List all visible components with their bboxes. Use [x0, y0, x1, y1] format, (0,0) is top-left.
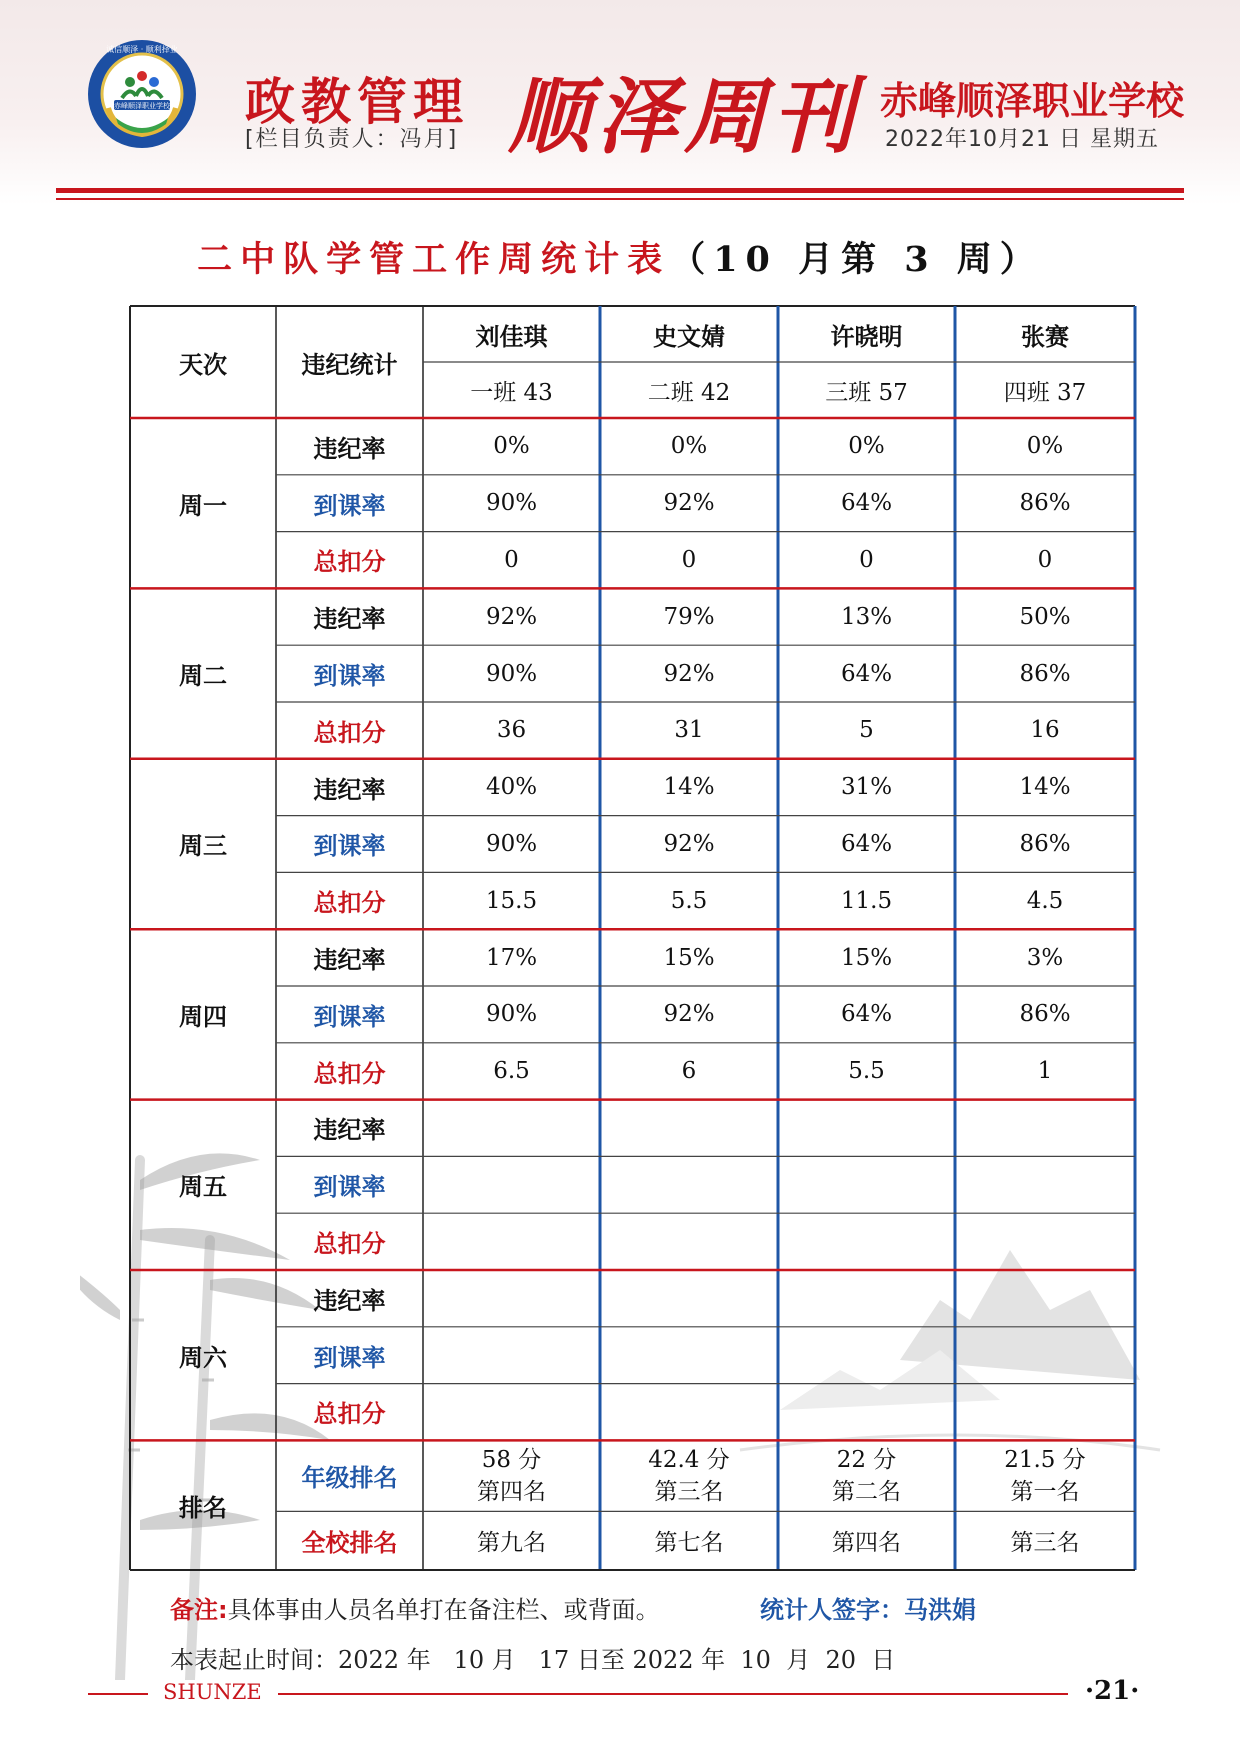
table-cell-value: 90%: [485, 490, 538, 517]
table-cell-value: 40%: [485, 774, 538, 801]
metric-label-violation-rate: 违纪率: [313, 605, 386, 634]
footer-rule-left: [88, 1693, 148, 1695]
metric-label-total-deduction: 总扣分: [313, 1059, 386, 1088]
day-label: 周一: [179, 491, 227, 520]
school-rank-cell: 第九名: [477, 1530, 546, 1557]
table-cell-value: [423, 1270, 600, 1327]
table-cell-value: 0: [1037, 546, 1053, 573]
table-cell-value: [955, 1327, 1135, 1384]
grade-rank: 第二名: [832, 1478, 901, 1505]
table-cell-value: 86%: [1019, 660, 1071, 687]
footnote: [170, 1590, 660, 1625]
table-cell-value: 15.5: [485, 887, 538, 914]
metric-label-violation-rate: 违纪率: [313, 1286, 386, 1315]
day-label: 周六: [179, 1343, 227, 1372]
grade-rank-cell: [600, 1440, 778, 1511]
table-cell-value: 15%: [840, 944, 893, 971]
table-cell-value: 17%: [485, 944, 538, 971]
grade-rank-cell: [955, 1440, 1135, 1511]
table-cell-value: 14%: [663, 774, 715, 801]
school-name: 赤峰顺泽职业学校: [880, 79, 1185, 123]
table-cell-value: [778, 1384, 955, 1441]
metric-label-violation-rate: 违纪率: [313, 434, 386, 463]
student-class-header: 一班 43: [470, 379, 553, 406]
grade-score: 21.5 分: [1004, 1446, 1086, 1473]
day-label: 周三: [179, 832, 227, 861]
table-cell-value: [778, 1327, 955, 1384]
table-cell-value: 64%: [840, 490, 893, 517]
metric-label-attendance-rate: 到课率: [313, 491, 386, 520]
table-cell-value: 92%: [663, 490, 715, 517]
day-column-header: 天次: [179, 350, 227, 379]
metric-label-violation-rate: 违纪率: [313, 1116, 386, 1145]
metric-column-header: 违纪统计: [301, 350, 398, 379]
page-number: ·21·: [1085, 1676, 1140, 1706]
table-cell-value: 50%: [1019, 603, 1071, 630]
table-cell-value: 14%: [1019, 774, 1071, 801]
table-cell-value: 0: [504, 546, 519, 573]
table-cell-value: 15%: [663, 944, 715, 971]
student-class-header: 二班 42: [647, 379, 731, 406]
day-label: 周二: [179, 662, 227, 691]
metric-label-total-deduction: 总扣分: [313, 1230, 386, 1259]
student-name-header: 张赛: [1021, 322, 1069, 351]
table-cell-value: [423, 1156, 600, 1213]
note-label: 备注:: [170, 1596, 228, 1624]
table-title-suffix: （10 月第 3 周）: [670, 239, 1043, 280]
school-rank-cell: 第三名: [1010, 1530, 1080, 1557]
statistics-period: 本表起止时间：2022 年 10 月 17 日至 2022 年 10 月 20 日: [170, 1646, 896, 1674]
grade-rank-label: 年级排名: [301, 1464, 398, 1493]
table-cell-value: 13%: [840, 603, 893, 630]
grade-score: 22 分: [836, 1446, 897, 1473]
table-cell-value: [423, 1213, 600, 1270]
table-cell-value: [423, 1384, 600, 1441]
header-rule-thin: [56, 198, 1184, 200]
table-cell-value: 0: [859, 546, 874, 573]
metric-label-attendance-rate: 到课率: [313, 662, 386, 691]
metric-label-total-deduction: 总扣分: [313, 1400, 386, 1429]
grade-rank-cell: [778, 1440, 955, 1511]
table-cell-value: 0%: [848, 433, 885, 460]
ranking-label: 排名: [179, 1493, 227, 1522]
table-cell-value: 5.5: [848, 1058, 885, 1085]
table-cell-value: 4.5: [1026, 887, 1064, 914]
table-cell-value: 64%: [840, 660, 893, 687]
issue-date: 2022年10月21 日 星期五: [885, 127, 1159, 152]
table-cell-value: 31%: [840, 774, 893, 801]
section-title: 政教管理: [245, 73, 469, 131]
table-cell-value: [423, 1327, 600, 1384]
table-cell-value: 92%: [663, 1001, 715, 1028]
table-cell-value: 5.5: [670, 887, 708, 914]
table-cell-value: 36: [496, 717, 527, 744]
footer-brand: SHUNZE: [163, 1680, 262, 1704]
metric-label-attendance-rate: 到课率: [313, 1173, 386, 1202]
metric-label-violation-rate: 违纪率: [313, 775, 386, 804]
student-class-header: 三班 57: [825, 379, 908, 406]
table-cell-value: [423, 1100, 600, 1157]
metric-label-total-deduction: 总扣分: [313, 889, 386, 918]
table-cell-value: 3%: [1026, 944, 1064, 971]
metric-label-attendance-rate: 到课率: [313, 1343, 386, 1372]
metric-label-total-deduction: 总扣分: [313, 718, 386, 747]
table-cell-value: [955, 1384, 1135, 1441]
table-cell-value: 64%: [840, 1001, 893, 1028]
note-text: 具体事由人员名单打在备注栏、或背面。: [227, 1596, 660, 1624]
table-cell-value: [778, 1156, 955, 1213]
table-cell-value: 86%: [1019, 490, 1071, 517]
grade-score: 58 分: [481, 1446, 542, 1473]
table-cell-value: [955, 1100, 1135, 1157]
table-cell-value: 0: [681, 546, 697, 573]
table-cell-value: [600, 1213, 778, 1270]
section-editor: [栏目负责人：冯月]: [245, 127, 459, 152]
metric-label-attendance-rate: 到课率: [313, 832, 386, 861]
table-cell-value: [955, 1156, 1135, 1213]
table-cell-value: 6.5: [493, 1058, 530, 1085]
school-rank-label: 全校排名: [301, 1529, 398, 1558]
table-cell-value: 90%: [485, 660, 538, 687]
day-label: 周四: [179, 1002, 227, 1031]
table-cell-value: [600, 1100, 778, 1157]
table-cell-value: [778, 1270, 955, 1327]
table-cell-value: [600, 1327, 778, 1384]
footer-rule-right: [278, 1693, 1068, 1695]
table-cell-value: 11.5: [840, 887, 893, 914]
table-cell-value: 92%: [663, 830, 715, 857]
table-title-main: 二中队学管工作周统计表: [197, 239, 671, 280]
table-cell-value: [600, 1384, 778, 1441]
day-label: 周五: [179, 1173, 227, 1202]
header-rule-thick: [56, 188, 1184, 193]
school-logo: [86, 38, 198, 150]
table-cell-value: 86%: [1019, 830, 1071, 857]
signer: 统计人签字：马洪娟: [760, 1596, 976, 1624]
journal-title: 顺泽周刊: [508, 69, 860, 165]
school-rank-cell: 第七名: [654, 1530, 724, 1557]
grade-rank: 第四名: [477, 1478, 546, 1505]
table-title: [0, 232, 1240, 282]
metric-label-violation-rate: 违纪率: [313, 946, 386, 975]
table-cell-value: 64%: [840, 830, 893, 857]
school-rank-cell: 第四名: [832, 1530, 901, 1557]
table-cell-value: 5: [859, 717, 874, 744]
table-cell-value: [778, 1100, 955, 1157]
table-cell-value: 6: [681, 1058, 697, 1085]
table-cell-value: 92%: [485, 603, 538, 630]
table-cell-value: 0%: [670, 433, 708, 460]
table-cell-value: 86%: [1019, 1001, 1071, 1028]
table-cell-value: 1: [1037, 1058, 1053, 1085]
metric-label-total-deduction: 总扣分: [313, 548, 386, 577]
student-name-header: 许晓明: [830, 322, 903, 351]
table-cell-value: 90%: [485, 830, 538, 857]
logo-banner-text: 赤峰顺泽职业学校: [114, 102, 170, 110]
table-cell-value: 92%: [663, 660, 715, 687]
table-cell-value: [600, 1270, 778, 1327]
table-cell-value: [955, 1213, 1135, 1270]
student-name-header: 史文婧: [653, 322, 725, 351]
table-cell-value: 0%: [493, 433, 530, 460]
weekly-statistics-table: [130, 306, 1135, 1570]
table-cell-value: [778, 1213, 955, 1270]
grade-rank-cell: [423, 1440, 600, 1511]
grade-rank: 第三名: [654, 1478, 724, 1505]
grade-score: 42.4 分: [648, 1446, 730, 1473]
student-class-header: 四班 37: [1003, 379, 1087, 406]
table-cell-value: 79%: [663, 603, 715, 630]
table-cell-value: 0%: [1026, 433, 1064, 460]
grade-rank: 第一名: [1010, 1478, 1080, 1505]
table-cell-value: 31: [674, 717, 704, 744]
table-cell-value: 90%: [485, 1001, 538, 1028]
table-cell-value: [955, 1270, 1135, 1327]
student-name-header: 刘佳琪: [475, 322, 548, 351]
table-cell-value: 16: [1030, 717, 1060, 744]
table-cell-value: [600, 1156, 778, 1213]
metric-label-attendance-rate: 到课率: [313, 1002, 386, 1031]
logo-arc-text: 诚信顺泽 · 顺利择业: [106, 45, 178, 54]
